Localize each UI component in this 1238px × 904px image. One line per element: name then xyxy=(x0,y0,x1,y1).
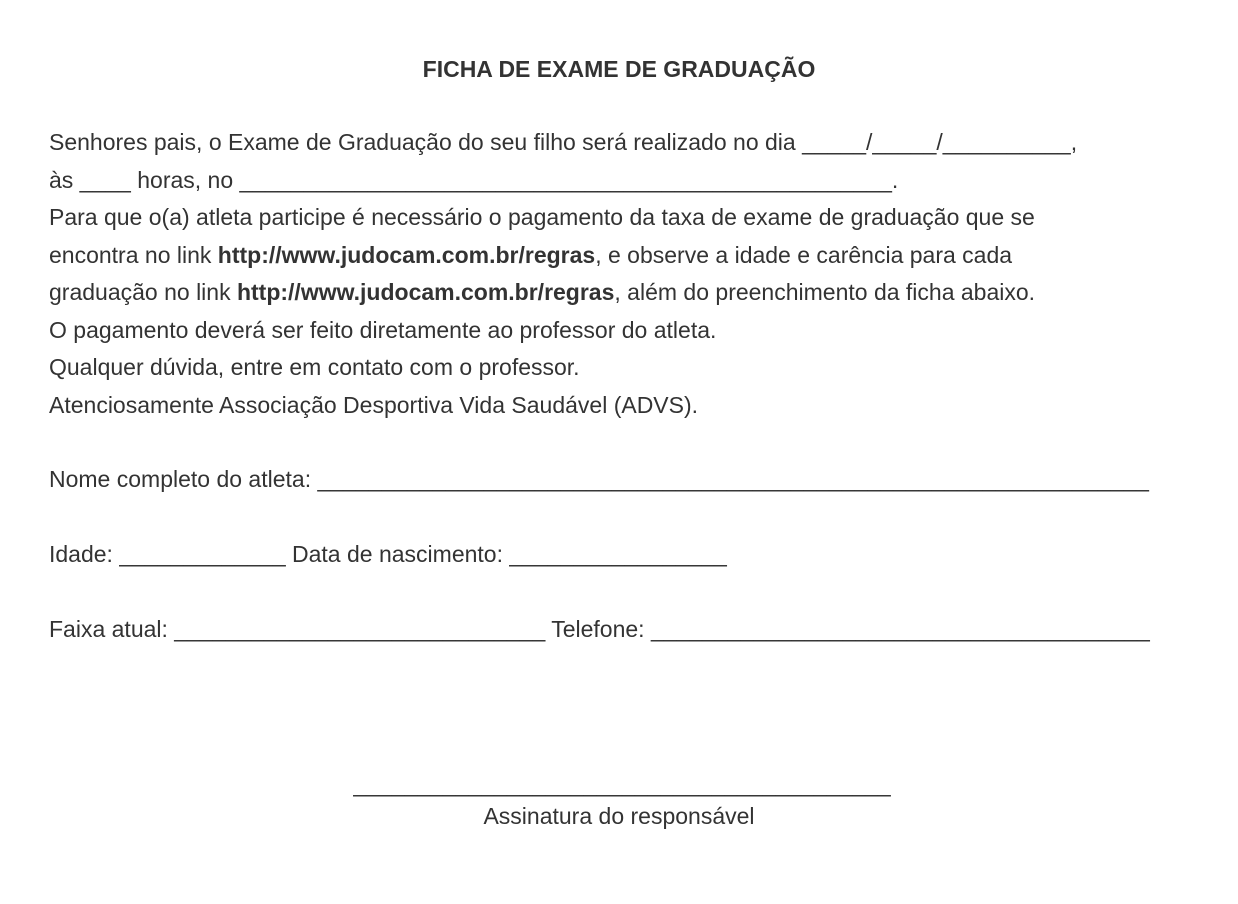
signature-label: Assinatura do responsável xyxy=(483,803,755,829)
graduation-link-line xyxy=(49,274,1209,312)
fee-link-prefix: encontra no link xyxy=(49,241,218,268)
graduation-link-prefix: graduação no link xyxy=(49,279,237,305)
graduation-rules-link[interactable]: http://www.judocam.com.br/regras xyxy=(236,279,615,305)
exam-date-line: Senhores pais, o Exame de Graduação do seu filho será realizado no dia _____/_____/__________, xyxy=(49,129,1078,155)
document-title: FICHA DE EXAME DE GRADUAÇÃO xyxy=(422,56,816,82)
closing-line: Atenciosamente Associação Desportiva Vida Saudável (ADVS). xyxy=(49,391,699,418)
fee-link-line xyxy=(49,237,1209,275)
fee-rules-link[interactable]: http://www.judocam.com.br/regras xyxy=(217,241,596,268)
athlete-name-field: Nome completo do atleta: _________________________________________________________________ xyxy=(49,466,1149,492)
fee-info-line: Para que o(a) atleta participe é necessário o pagamento da taxa de exame de graduação que se xyxy=(49,204,1035,230)
instructions-paragraph xyxy=(49,124,1209,424)
belt-phone-field: Faixa atual: _____________________________ Telefone: _______________________________________ xyxy=(49,616,1150,642)
fee-link-suffix: , e observe a idade e carência para cada xyxy=(595,241,1013,268)
payment-info-line: O pagamento deverá ser feito diretamente ao professor do atleta. xyxy=(49,316,717,343)
signature-line: __________________________________________ xyxy=(353,771,891,797)
signature-block xyxy=(0,768,1238,832)
contact-info-line: Qualquer dúvida, entre em contato com o professor. xyxy=(49,354,580,380)
age-birthdate-field: Idade: _____________ Data de nascimento: _________________ xyxy=(49,541,727,567)
exam-time-place-line: às ____ horas, no ___________________________________________________. xyxy=(49,166,899,193)
graduation-link-suffix: , além do preenchimento da ficha abaixo. xyxy=(614,279,1036,305)
